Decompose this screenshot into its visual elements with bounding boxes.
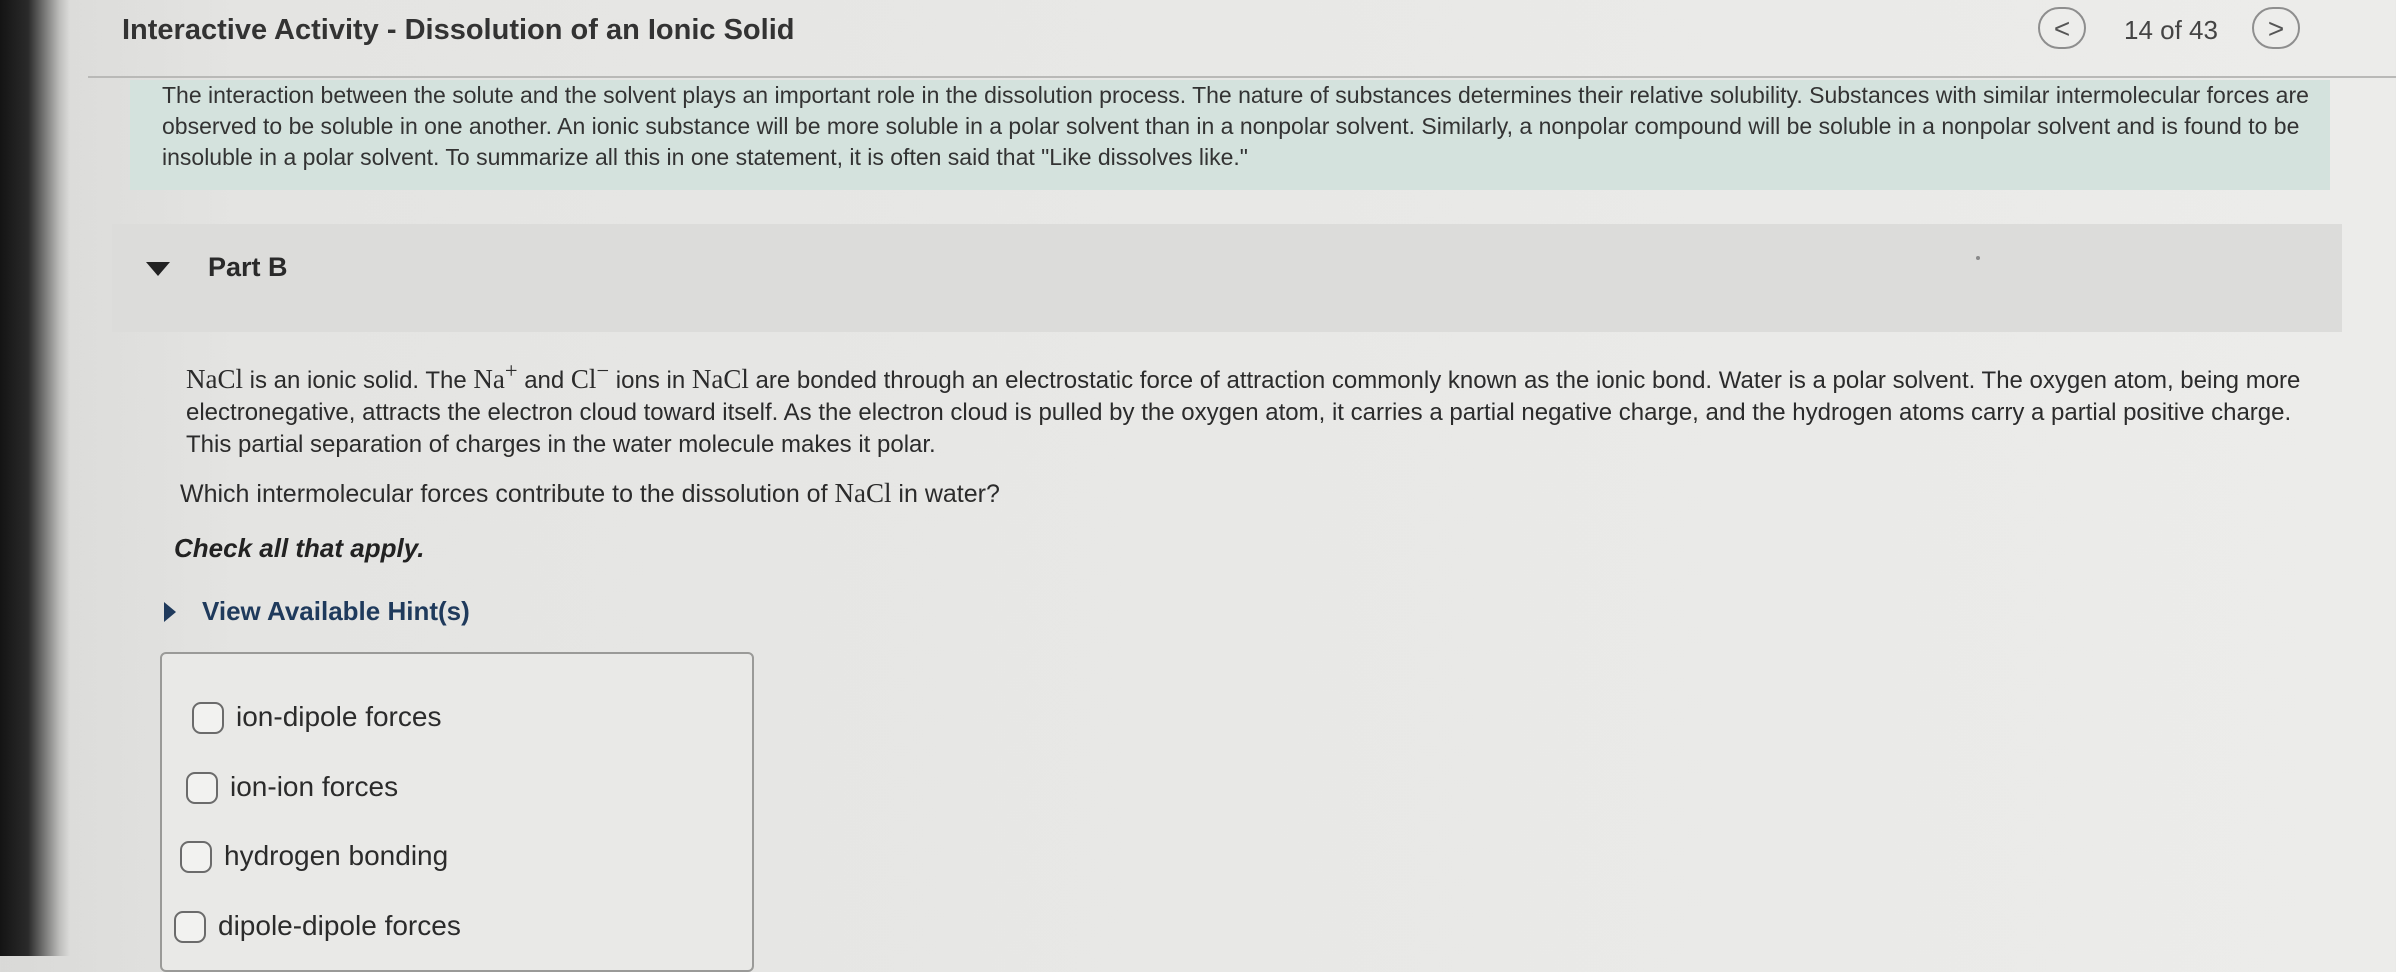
- formula-nacl: NaCl: [186, 364, 243, 394]
- body-text-1: is an ionic solid. The: [243, 367, 474, 394]
- part-b-body: [186, 355, 2326, 461]
- formula-nacl-2: NaCl: [691, 364, 749, 394]
- previous-item-button[interactable]: [2038, 7, 2086, 49]
- next-item-button[interactable]: [2252, 7, 2300, 49]
- chevron-left-icon: <: [2053, 13, 2071, 44]
- body-text-2: and: [517, 367, 571, 394]
- view-hints-label: View Available Hint(s): [202, 596, 470, 626]
- body-text-3: ions in: [609, 367, 692, 394]
- cl-symbol: Cl: [570, 364, 597, 394]
- screen-bezel: [0, 0, 70, 956]
- question-prompt: [180, 478, 1000, 509]
- intro-panel: [130, 80, 2330, 190]
- question-formula: NaCl: [834, 478, 892, 508]
- na-symbol: Na: [473, 364, 505, 394]
- item-counter: 14 of 43: [2124, 15, 2218, 45]
- question-text-2: in water?: [891, 480, 1000, 508]
- checkbox[interactable]: [192, 702, 224, 734]
- answer-choices: [160, 652, 754, 972]
- formula-cl-ion: [570, 358, 610, 394]
- cl-charge: −: [596, 358, 610, 383]
- caret-down-icon: [146, 262, 170, 276]
- choice-label: hydrogen bonding: [224, 840, 449, 871]
- formula-na-ion: [473, 358, 518, 394]
- instruction-text: Check all that apply.: [174, 533, 425, 563]
- caret-right-icon: [164, 602, 176, 622]
- body-text-4: are bonded through an electrostatic force of attraction commonly known as the ionic bond. Water is a polar solvent. The oxygen atom, being more electronegative, attracts the electron cloud toward itself. As the electron cloud is pulled by the oxygen atom, it carries a partial negative charge, and the hydrogen atoms carry a partial positive charge. This partial separation of charges in the water molecule makes it polar.: [186, 367, 2301, 458]
- part-label: Part B: [208, 252, 288, 282]
- choice-label: ion-dipole forces: [236, 701, 442, 732]
- question-text-1: Which intermolecular forces contribute to the dissolution of: [180, 480, 835, 508]
- checkbox[interactable]: [174, 911, 206, 943]
- activity-header: [120, 0, 2396, 62]
- choice-label: ion-ion forces: [230, 771, 399, 802]
- checkbox[interactable]: [186, 772, 218, 804]
- part-b-header[interactable]: [112, 224, 2342, 332]
- page-title: Interactive Activity - Dissolution of an Ionic Solid: [122, 14, 795, 46]
- na-charge: +: [504, 358, 518, 383]
- checkbox[interactable]: [180, 841, 212, 873]
- chevron-right-icon: >: [2267, 13, 2285, 44]
- screen-smudge: [1976, 256, 1980, 260]
- intro-text: The interaction between the solute and the solvent plays an important role in the dissolution process. The nature of substances determines their relative solubility. Substances with similar intermolecular forces are observed to be soluble in one another. An ionic substance will be more soluble in a polar solvent than in a nonpolar solvent. Similarly, a nonpolar compound will be soluble in a nonpolar solvent and is found to be insoluble in a polar solvent. To summarize all this in one statement, it is often said that "Like dissolves like.": [162, 82, 2309, 170]
- header-divider: [88, 76, 2396, 78]
- choice-label: dipole-dipole forces: [218, 910, 461, 941]
